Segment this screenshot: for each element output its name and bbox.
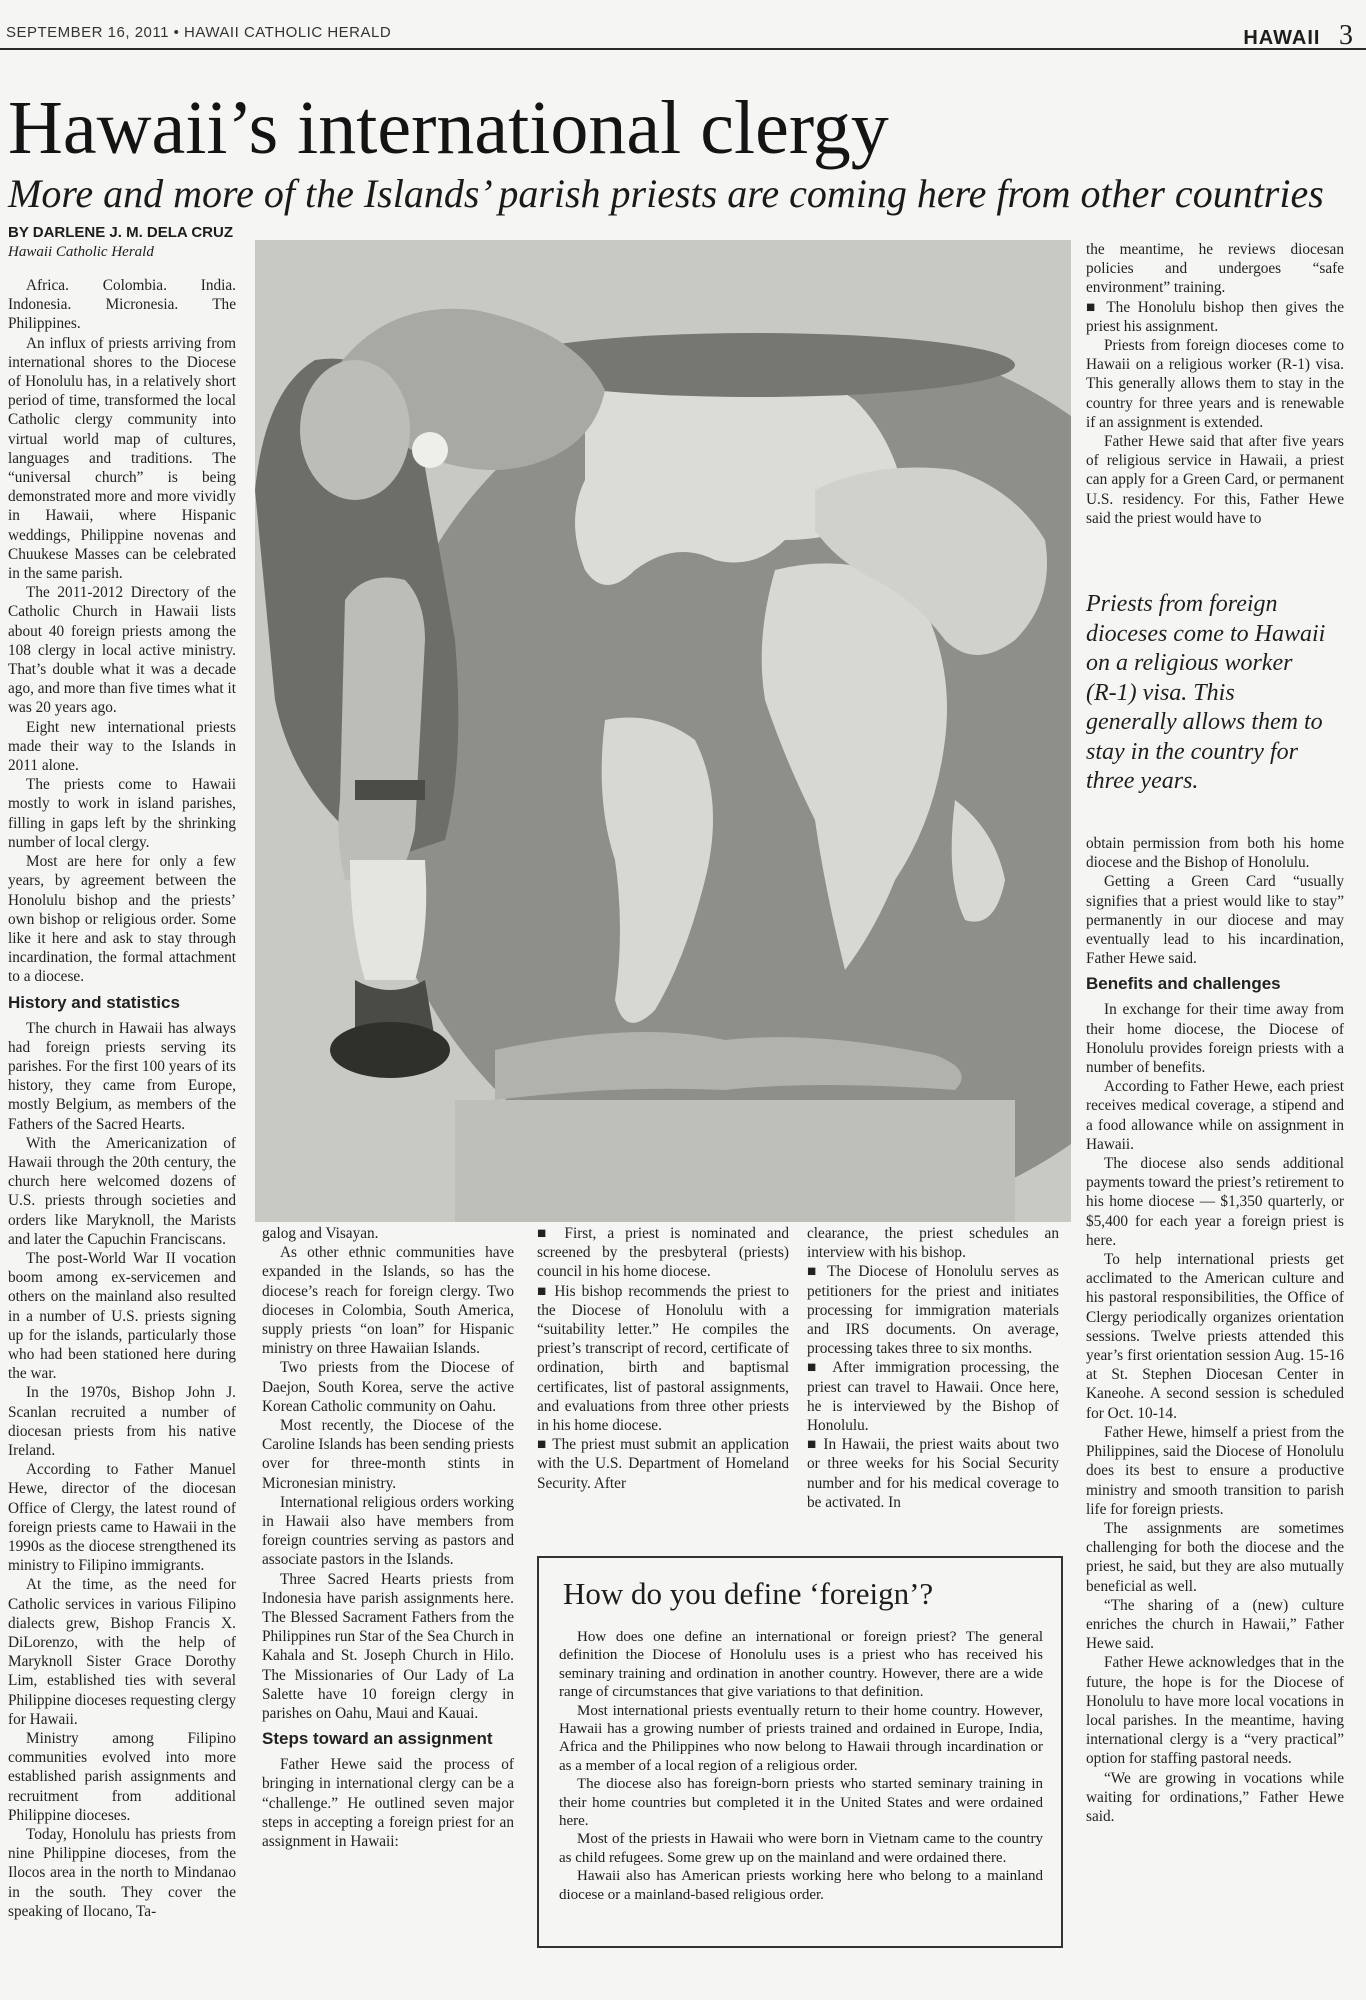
column-4 — [807, 1224, 1059, 1512]
paragraph: The priests come to Hawaii mostly to work in island parishes, filling in gaps left by the shrinking number of local clergy. — [8, 776, 236, 851]
paragraph: Father Hewe acknowledges that in the future, the hope is for the Diocese of Honolulu to have more local vocations in local parishes. In the meantime, having international clergy is a “very practical” option for staffing pastoral needs. — [1086, 1654, 1344, 1768]
paragraph: To help international priests get acclimated to the American culture and his pastoral responsibilities, the Office of Clergy periodically organizes orientation sessions. Twelve priests attended this year’s first orientation session Aug. 15-16 at St. Stephen Diocesan Center in Kaneohe. A second session is scheduled for Oct. 10-14. — [1086, 1251, 1344, 1422]
deck-subheadline: More and more of the Islands’ parish priests are coming here from other countries — [8, 171, 1324, 216]
paragraph: According to Father Manuel Hewe, director of the diocesan Office of Clergy, the latest round of foreign priests came to Hawaii in the 1990s as the diocese strengthened its ministry to Filipino immigrants. — [8, 1461, 236, 1575]
paragraph: The post-World War II vocation boom among ex-servicemen and others on the mainland also resulted in a number of U.S. priests signing up for the islands, particularly those who had been stationed here during the war. — [8, 1249, 236, 1383]
step-item: ■ His bishop recommends the priest to the Diocese of Honolulu with a “suitability letter.” He compiles the priest’s transcript of record, certificate of ordination, birth and baptismal certificates, list of pastoral assignments, and evaluations from three other priests in his home diocese. — [537, 1282, 789, 1435]
paragraph: The church in Hawaii has always had foreign priests serving its parishes. For the first 100 years of its history, they came from Europe, mostly Belgium, as members of the Fathers of the Sacred Hearts. — [8, 1019, 236, 1133]
paragraph: Three Sacred Hearts priests from Indonesia have parish assignments here. The Blessed Sacrament Fathers from the Philippines run Star of the Sea Church in Kahala and St. Joseph Church in Hilo. The Missionaries of Our Lady of La Salette have 10 foreign clergy in parishes on Oahu, Maui and Kauai. — [262, 1570, 514, 1723]
byline-name: BY DARLENE J. M. DELA CRUZ — [8, 224, 234, 241]
paragraph: Most recently, the Diocese of the Caroline Islands has been sending priests over for three-month stints in Micronesian ministry. — [262, 1417, 514, 1492]
step-item: ■ After immigration processing, the priest can travel to Hawaii. Once here, he is interviewed by the Bishop of Honolulu. — [807, 1359, 1059, 1435]
paragraph: “We are growing in vocations while waiting for ordinations,” Father Hewe said. — [1086, 1769, 1344, 1825]
folio-section — [1243, 20, 1354, 52]
paragraph: The diocese also has foreign-born priests who started seminary training in their home countries but completed it in the United States and were ordained here. — [559, 1776, 1043, 1830]
sidebar-body — [559, 1628, 1043, 1904]
section-name: HAWAII — [1243, 27, 1321, 49]
page-number: 3 — [1339, 20, 1354, 51]
paragraph: Today, Honolulu has priests from nine Philippine dioceses, from the Ilocos area in the north to Mindanao in the south. They cover the speaking of Ilocano, Ta- — [8, 1826, 236, 1920]
step-item: ■ First, a priest is nominated and screened by the presbyteral (priests) council in his home diocese. — [537, 1225, 789, 1281]
illustration-artwork — [255, 240, 1071, 1222]
pull-quote: Priests from foreign dioceses come to Hawaii on a religious worker (R-1) visa. This generally allows them to stay in the country for three years. — [1086, 591, 1326, 794]
paragraph: Most of the priests in Hawaii who were born in Vietnam came to the country as child refugees. Some grew up on the mainland and were ordained there. — [559, 1831, 1043, 1866]
paragraph: How does one define an international or foreign priest? The general definition the Diocese of Honolulu uses is a priest who has received his seminary training and ordination in another country. However, there are a wide range of circumstances that give variations to that definition. — [559, 1629, 1043, 1701]
paragraph: the meantime, he reviews diocesan policies and undergoes “safe environment” training. — [1086, 241, 1344, 297]
step-item: ■ The priest must submit an application with the U.S. Department of Homeland Security. After — [537, 1436, 789, 1492]
paragraph: Two priests from the Diocese of Daejon, South Korea, serve the active Korean Catholic community on Oahu. — [262, 1359, 514, 1415]
paragraph: galog and Visayan. — [262, 1225, 379, 1242]
paragraph: International religious orders working in Hawaii also have members from foreign countries serving as pastors and associate pastors in the Islands. — [262, 1493, 514, 1569]
paragraph: In exchange for their time away from their home diocese, the Diocese of Honolulu provides foreign priests with a number of benefits. — [1086, 1001, 1344, 1077]
headline: Hawaii’s international clergy — [8, 86, 889, 170]
paragraph: As other ethnic communities have expanded in the Islands, so has the diocese’s reach for foreign clergy. Two dioceses in Colombia, South America, supply priests “on loan” for Hispanic ministry on three Hawaiian Islands. — [262, 1244, 514, 1358]
paragraph: Eight new international priests made their way to the Islands in 2011 alone. — [8, 718, 236, 775]
page-folio — [0, 0, 1366, 50]
illustration-priest-holding-host-world-map — [255, 240, 1071, 1222]
byline-org: Hawaii Catholic Herald — [8, 244, 154, 260]
paragraph: Priests from foreign dioceses come to Hawaii on a religious worker (R-1) visa. This generally allows them to stay in the country for three years and is renewable if an assignment is extended. — [1086, 337, 1344, 431]
paragraph: In the 1970s, Bishop John J. Scanlan recruited a number of diocesan priests from his native Ireland. — [8, 1384, 236, 1459]
sidebar-box — [537, 1556, 1063, 1948]
paragraph: At the time, as the need for Catholic services in various Filipino dialects grew, Bishop Francis X. DiLorenzo, with the help of Maryknoll Sister Grace Dorothy Lim, established ties with several Philippine dioceses requesting clergy for Hawaii. — [8, 1576, 236, 1728]
column-5-top — [1086, 240, 1344, 528]
column-5-bottom — [1086, 834, 1344, 1826]
column-1 — [8, 276, 236, 1921]
step-item: clearance, the priest schedules an interview with his bishop. — [807, 1225, 1059, 1262]
subhead-history: History and statistics — [8, 992, 180, 1012]
paragraph: “The sharing of a (new) culture enriches the church in Hawaii,” Father Hewe said. — [1086, 1596, 1344, 1653]
subhead-steps: Steps toward an assignment — [262, 1729, 493, 1749]
paragraph: Getting a Green Card “usually signifies that a priest would like to stay” permanently in our diocese and may eventually lead to his incardination, Father Hewe said. — [1086, 873, 1344, 968]
step-item: ■ In Hawaii, the priest waits about two or three weeks for his Social Security number and for his medical coverage to be activated. In — [807, 1436, 1059, 1511]
paragraph: According to Father Hewe, each priest receives medical coverage, a stipend and a food allowance while on assignment in Hawaii. — [1086, 1078, 1344, 1153]
paragraph: The assignments are sometimes challenging for both the diocese and the priest, he said, but they are also mutually beneficial as well. — [1086, 1519, 1344, 1595]
paragraph: Hawaii also has American priests working here who belong to a mainland diocese or a mainland-based religious order. — [559, 1868, 1043, 1903]
paragraph: The 2011-2012 Directory of the Catholic Church in Hawaii lists about 40 foreign priests among the 108 clergy in local active ministry. That’s double what it was a decade ago, and more than five times what it was 20 years ago. — [8, 584, 236, 717]
paragraph: Most are here for only a few years, by agreement between the Honolulu bishop and the priests’ own bishop or religious order. Some like it here and ask to stay through incardination, the formal attachment to a diocese. — [8, 853, 236, 986]
paragraph: obtain permission from both his home diocese and the Bishop of Honolulu. — [1086, 835, 1344, 872]
paragraph: Africa. Colombia. India. Indonesia. Micronesia. The Philippines. — [8, 277, 236, 333]
folio-date-publication: SEPTEMBER 16, 2011 • HAWAII CATHOLIC HERALD — [6, 24, 392, 41]
paragraph: Father Hewe said that after five years of religious service in Hawaii, a priest can apply for a Green Card, or permanent U.S. residency. For this, Father Hewe said the priest would have to — [1086, 433, 1344, 527]
paragraph: An influx of priests arriving from international shores to the Diocese of Honolulu has, in a relatively short period of time, transformed the local Catholic clergy community into virtual world map of cultures, languages and traditions. The “universal church” is being demonstrated more and more vividly in Hawaii, where Hispanic weddings, Philippine novenas and Chuukese Masses can be celebrated in the same parish. — [8, 334, 236, 583]
paragraph: Father Hewe, himself a priest from the Philippines, said the Diocese of Honolulu does its best to ensure a productive ministry and smooth transition to parish life for foreign priests. — [1086, 1423, 1344, 1518]
paragraph: Ministry among Filipino communities evolved into more established parish assignments and recruitment from additional Philippine dioceses. — [8, 1730, 236, 1824]
subhead-benefits: Benefits and challenges — [1086, 974, 1281, 994]
paragraph: With the Americanization of Hawaii through the 20th century, the church here welcomed dozens of U.S. priests through societies and orders like Maryknoll, the Marists and later the Capuchin Franciscans. — [8, 1134, 236, 1248]
column-3 — [537, 1224, 789, 1493]
step-item: ■ The Honolulu bishop then gives the priest his assignment. — [1086, 298, 1344, 335]
paragraph: Most international priests eventually return to their home country. However, Hawaii has a growing number of priests trained and ordained in Europe, India, Africa and the Philippines who now belong to Hawaii through incardination or as a member of a local region of a religious order. — [559, 1702, 1043, 1774]
sidebar-title: How do you define ‘foreign’? — [563, 1576, 934, 1611]
paragraph: The diocese also sends additional payments toward the priest’s retirement to his home diocese — $1,350 quarterly, or $5,400 for each year a foreign priest is here. — [1086, 1155, 1344, 1249]
column-2 — [262, 1224, 514, 1851]
step-item: ■ The Diocese of Honolulu serves as petitioners for the priest and initiates processing for immigration materials and IRS documents. On average, processing takes three to six months. — [807, 1263, 1059, 1358]
paragraph: Father Hewe said the process of bringing in international clergy can be a “challenge.” He outlined seven major steps in accepting a foreign priest for an assignment in Hawaii: — [262, 1756, 514, 1851]
